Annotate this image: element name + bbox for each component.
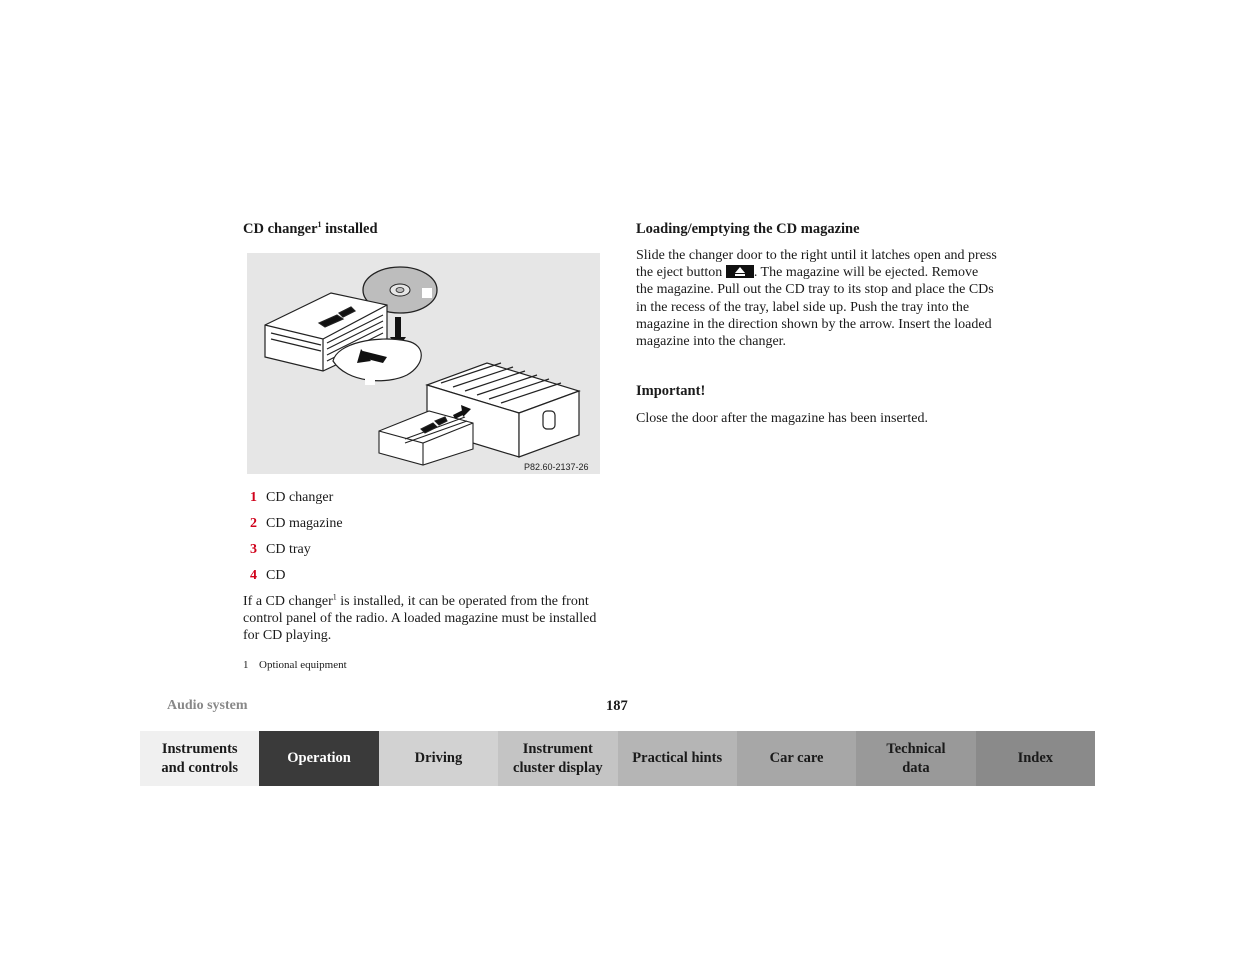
small-magazine-drawing bbox=[379, 411, 473, 465]
legend-item: 3 CD tray bbox=[250, 542, 311, 557]
important-heading: Important! bbox=[636, 383, 706, 399]
tab-instrument-cluster-display[interactable]: Instrument cluster display bbox=[498, 731, 617, 786]
tab-instruments-and-controls[interactable]: Instruments and controls bbox=[140, 731, 259, 786]
legend-item: 4 CD bbox=[250, 568, 286, 583]
section-heading-cd-changer: CD changer$^1$ installed bbox=[243, 220, 378, 237]
tab-driving[interactable]: Driving bbox=[379, 731, 498, 786]
section-heading-loading: Loading/emptying the CD magazine bbox=[636, 221, 860, 237]
figure-code: P82.60-2137-26 bbox=[524, 462, 589, 472]
legend-item: 1 CD changer bbox=[250, 490, 334, 505]
tab-operation[interactable]: Operation bbox=[259, 731, 378, 786]
footnote: 1 Optional equipment bbox=[243, 659, 347, 671]
page-number: 187 bbox=[606, 698, 628, 714]
cd-changer-drawing bbox=[247, 253, 600, 474]
tab-car-care[interactable]: Car care bbox=[737, 731, 856, 786]
section-label: Audio system bbox=[167, 698, 248, 713]
chapter-navigation bbox=[140, 731, 1095, 786]
loading-paragraph: Slide the changer door to the right until it latches open and press the eject button . The magazine will be ejected. Remove the magazine. Pull out the CD tray to its stop and place the CDs in the recess of the tray, label side up. Push the tray into the magazine in the direction shown by the arrow. Insert the loaded magazine into the changer. bbox=[636, 248, 997, 350]
legend-item: 2 CD magazine bbox=[250, 516, 343, 531]
eject-icon bbox=[726, 265, 754, 278]
tab-practical-hints[interactable]: Practical hints bbox=[618, 731, 737, 786]
cd-changer-paragraph: If a CD changer$^1$ is installed, it can be operated from the front control panel of the radio. A loaded magazine must be installed for CD playing. bbox=[243, 592, 597, 644]
tab-technical-data[interactable]: Technical data bbox=[856, 731, 975, 786]
cd-changer-illustration bbox=[247, 253, 600, 474]
tab-index[interactable]: Index bbox=[976, 731, 1095, 786]
important-text: Close the door after the magazine has been inserted. bbox=[636, 411, 928, 426]
